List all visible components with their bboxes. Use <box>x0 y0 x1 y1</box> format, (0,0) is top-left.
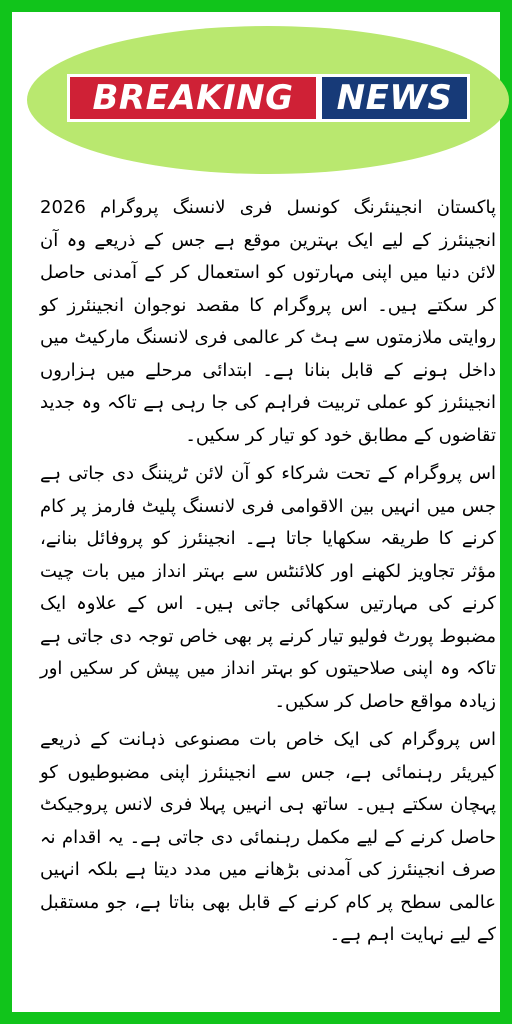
article-body <box>40 192 496 958</box>
article-paragraph-3: اس پروگرام کی ایک خاص بات مصنوعی ذہانت کے ذریعے کیریئر رہنمائی ہے، جس سے انجینئرز اپنی مضبوطیوں کو پہچان سکتے ہیں۔ ساتھ ہی انہیں پہلا فری لانس پروجیکٹ حاصل کرنے کے لیے مکمل رہنمائی دی جاتی ہے۔ یہ اقدام نہ صرف انجینئرز کی آمدنی بڑھانے میں مدد دیتا ہے بلکہ انہیں عالمی سطح پر کام کرنے کے قابل بھی بناتا ہے، جو مستقبل کے لیے نہایت اہم ہے۔ <box>40 729 496 945</box>
breaking-badge: BREAKING <box>67 74 319 122</box>
article-paragraph-1: پاکستان انجینئرنگ کونسل فری لانسنگ پروگرام 2026 انجینئرز کے لیے ایک بہترین موقع ہے جس کے ذریعے وہ آن لائن دنیا میں اپنی مہارتوں کو استعمال کر کے آمدنی حاصل کر سکتے ہیں۔ اس پروگرام کا مقصد نوجوان انجینئرز کو روایتی ملازمتوں سے ہٹ کر عالمی فری لانسنگ مارکیٹ میں داخل ہونے کے قابل بنانا ہے۔ ابتدائی مرحلے میں ہزاروں انجینئرز کو عملی تربیت فراہم کی جا رہی ہے تاکہ وہ جدید تقاضوں کے مطابق خود کو تیار کر سکیں۔ <box>40 197 496 446</box>
article-paragraph-2: اس پروگرام کے تحت شرکاء کو آن لائن ٹریننگ دی جاتی ہے جس میں انہیں بین الاقوامی فری لانسنگ پلیٹ فارمز پر کام کرنے کا طریقہ سکھایا جاتا ہے۔ انجینئرز کو پروفائل بنانے، مؤثر تجاویز لکھنے اور کلائنٹس سے بہتر انداز میں بات چیت کرنے کی مہارتیں سکھائی جاتی ہیں۔ اس کے علاوہ ایک مضبوط پورٹ فولیو تیار کرنے پر بھی خاص توجہ دی جاتی ہے تاکہ وہ اپنی صلاحیتوں کو بہتر انداز میں پیش کر سکیں اور زیادہ مواقع حاصل کر سکیں۔ <box>40 463 496 712</box>
news-badge: NEWS <box>319 74 470 122</box>
